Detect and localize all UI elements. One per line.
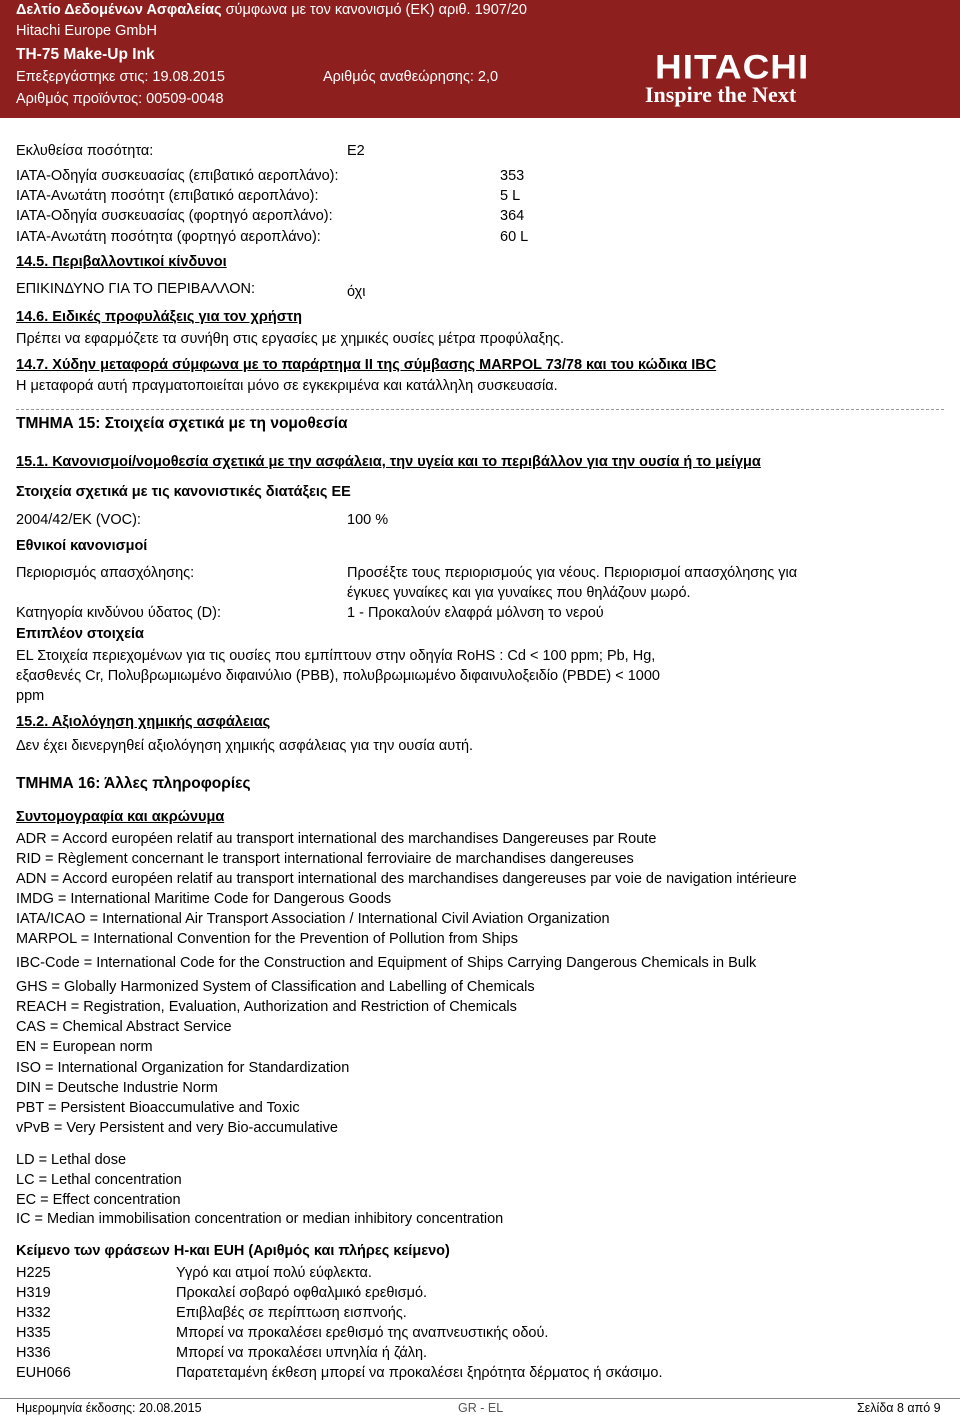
h-phrase-text: Υγρό και ατμοί πολύ εύφλεκτα. <box>176 1265 372 1281</box>
additional-info-line-1: EL Στοιχεία περιεχομένων για τις ουσίες που εμπίπτουν στην οδηγία RoHS : Cd < 100 ppm; Pb, Hg, <box>16 648 656 664</box>
h-phrase-text: Προκαλεί σοβαρό οφθαλμικό ερεθισμό. <box>176 1285 428 1301</box>
abbr-item: ISO = International Organization for Standardization <box>16 1060 350 1076</box>
abbr-item: vPvB = Very Persistent and very Bio-accumulative <box>16 1120 338 1136</box>
abbr-item: PBT = Persistent Bioaccumulative and Toxic <box>16 1100 300 1116</box>
h-phrase-text: Μπορεί να προκαλέσει ερεθισμό της αναπνευστικής οδού. <box>176 1325 549 1341</box>
page-number: Σελίδα 8 από 9 <box>857 1401 941 1415</box>
abbr-item: LD = Lethal dose <box>16 1152 127 1168</box>
h-phrase-text: Μπορεί να προκαλέσει υπνηλία ή ζάλη. <box>176 1345 428 1361</box>
document-header <box>0 0 960 118</box>
revision-number: Αριθμός αναθεώρησης: 2,0 <box>323 69 499 85</box>
heading-15-2: 15.2. Αξιολόγηση χημικής ασφάλειας <box>16 714 271 730</box>
env-hazard-label: ΕΠΙΚΙΝΔΥΝΟ ΓΙΑ ΤΟ ΠΕΡΙΒΑΛΛΟΝ: <box>16 281 255 297</box>
abbr-item: CAS = Chemical Abstract Service <box>16 1019 232 1035</box>
section-15-title: ΤΜΗΜΑ 15: Στοιχεία σχετικά με τη νομοθεσία <box>16 415 348 432</box>
heading-14-6: 14.6. Ειδικές προφυλάξεις για τον χρήστη <box>16 309 302 325</box>
text-15-2: Δεν έχει διενεργηθεί αξιολόγηση χημικής ασφάλειας για την ουσία αυτή. <box>16 738 474 754</box>
additional-info-line-2: εξασθενές Cr, Πολυβρωμιωμένο διφαινύλιο (PBB), πολυβρωμιωμένο διφαινυλοξειδίο (PBDE) < 1000 <box>16 668 660 684</box>
h-phrase-text: Παρατεταμένη έκθεση μπορεί να προκαλέσει ξηρότητα δέρματος ή σκάσιμο. <box>176 1365 663 1381</box>
voc-value: 100 % <box>347 512 389 528</box>
heading-15-1: 15.1. Κανονισμοί/νομοθεσία σχετικά με την ασφάλεια, την υγεία και το περιβάλλον για την ουσία ή το μείγμα <box>16 454 761 470</box>
abbr-item: IMDG = International Maritime Code for Dangerous Goods <box>16 891 392 907</box>
text-14-7: Η μεταφορά αυτή πραγματοποιείται μόνο σε εγκεκριμένα και κατάλληλη συσκευασία. <box>16 378 558 394</box>
env-hazard-value: όχι <box>347 284 366 300</box>
abbr-item: REACH = Registration, Evaluation, Authorization and Restriction of Chemicals <box>16 999 517 1015</box>
section-divider <box>16 409 944 410</box>
abbr-item: ADN = Accord européen relatif au transport international des marchandises dangereuses par voie de navigation intérieure <box>16 871 797 887</box>
abbr-item: IC = Median immobilisation concentration or median inhibitory concentration <box>16 1211 504 1227</box>
abbr-item: GHS = Globally Harmonized System of Classification and Labelling of Chemicals <box>16 979 535 995</box>
abbr-item: IBC-Code = International Code for the Construction and Equipment of Ships Carrying Dangerous Chemicals in Bulk <box>16 955 757 971</box>
abbr-item: MARPOL = International Convention for the Prevention of Pollution from Ships <box>16 931 518 947</box>
iata-value-1: 353 <box>500 168 525 184</box>
iata-label-3: IATA-Οδηγία συσκευασίας (φορτηγό αεροπλάνο): <box>16 208 333 224</box>
title-bold: Δελτίο Δεδομένων Ασφαλείας <box>16 2 222 18</box>
abbr-item: DIN = Deutsche Industrie Norm <box>16 1080 218 1096</box>
additional-info-line-3: ppm <box>16 688 45 704</box>
abbr-item: EN = European norm <box>16 1039 153 1055</box>
text-14-6: Πρέπει να εφαρμόζετε τα συνήθη στις εργασίες με χημικές ουσίες μέτρα προφύλαξης. <box>16 331 565 347</box>
h-phrases-heading: Κείμενο των φράσεων H-και EUH (Αριθμός και πλήρες κείμενο) <box>16 1243 450 1259</box>
employment-restriction-label: Περιορισμός απασχόλησης: <box>16 565 195 581</box>
employment-restriction-value-1: Προσέξτε τους περιορισμούς για νέους. Περιορισμοί απασχόλησης για <box>347 565 798 581</box>
employment-restriction-value-2: έγκυες γυναίκες και για γυναίκες που θηλάζουν μωρό. <box>347 585 691 601</box>
eu-regulations-heading: Στοιχεία σχετικά με τις κανονιστικές διατάξεις ΕΕ <box>16 484 351 500</box>
iata-label-4: IATA-Ανωτάτη ποσότητα (φορτηγό αεροπλάνο): <box>16 229 321 245</box>
h-phrase-code: H319 <box>16 1285 51 1301</box>
iata-value-3: 364 <box>500 208 525 224</box>
heading-14-5: 14.5. Περιβαλλοντικοί κίνδυνοι <box>16 254 227 270</box>
abbr-item: EC = Effect concentration <box>16 1192 181 1208</box>
abbr-item: IATA/ICAO = International Air Transport Association / International Civil Aviation Organization <box>16 911 610 927</box>
product-name: TH-75 Make-Up Ink <box>16 46 155 63</box>
abbr-item: RID = Règlement concernant le transport international ferroviaire de marchandises dangereuses <box>16 851 634 867</box>
section-16-title: ΤΜΗΜΑ 16: Άλλες πληροφορίες <box>16 775 251 792</box>
water-hazard-label: Κατηγορία κινδύνου ύδατος (D): <box>16 605 222 621</box>
h-phrase-code: H225 <box>16 1265 51 1281</box>
iata-value-2: 5 L <box>500 188 521 204</box>
excepted-quantity-value: E2 <box>347 143 365 159</box>
h-phrase-code: H336 <box>16 1345 51 1361</box>
national-regulations-heading: Εθνικοί κανονισμοί <box>16 538 148 554</box>
hitachi-tagline: Inspire the Next <box>645 82 797 107</box>
h-phrase-code: H335 <box>16 1325 51 1341</box>
h-phrase-code: H332 <box>16 1305 51 1321</box>
abbreviations-heading: Συντομογραφία και ακρώνυμα <box>16 809 225 825</box>
heading-14-7: 14.7. Χύδην μεταφορά σύμφωνα με το παράρτημα II της σύμβασης MARPOL 73/78 και του κώδικα IBC <box>16 357 717 373</box>
iata-label-2: IATA-Ανωτάτη ποσότητ (επιβατικό αεροπλάνο): <box>16 188 319 204</box>
document-title <box>16 2 527 19</box>
iata-value-4: 60 L <box>500 229 529 245</box>
footer-divider <box>0 1398 960 1399</box>
abbr-item: LC = Lethal concentration <box>16 1172 182 1188</box>
iata-label-1: IATA-Οδηγία συσκευασίας (επιβατικό αεροπλάνο): <box>16 168 339 184</box>
additional-info-heading: Επιπλέον στοιχεία <box>16 626 144 642</box>
company-name: Hitachi Europe GmbH <box>16 23 158 39</box>
processed-date: Επεξεργάστηκε στις: 19.08.2015 <box>16 69 225 85</box>
abbr-item: ADR = Accord européen relatif au transport international des marchandises Dangereuses par Route <box>16 831 657 847</box>
h-phrase-code: EUH066 <box>16 1365 71 1381</box>
title-rest: σύμφωνα με τον κανονισμό (ΕΚ) αριθ. 1907/20 <box>225 2 527 18</box>
h-phrase-text: Επιβλαβές σε περίπτωση εισπνοής. <box>176 1305 407 1321</box>
voc-label: 2004/42/ΕΚ (VOC): <box>16 512 141 528</box>
language-code: GR - EL <box>458 1401 504 1415</box>
hitachi-logo: HITACHI <box>655 48 810 86</box>
excepted-quantity-label: Εκλυθείσα ποσότητα: <box>16 143 154 159</box>
product-number: Αριθμός προϊόντος: 00509-0048 <box>16 91 224 107</box>
issue-date: Ημερομηνία έκδοσης: 20.08.2015 <box>16 1401 202 1415</box>
water-hazard-value: 1 - Προκαλούν ελαφρά μόλνση το νερού <box>347 605 604 621</box>
